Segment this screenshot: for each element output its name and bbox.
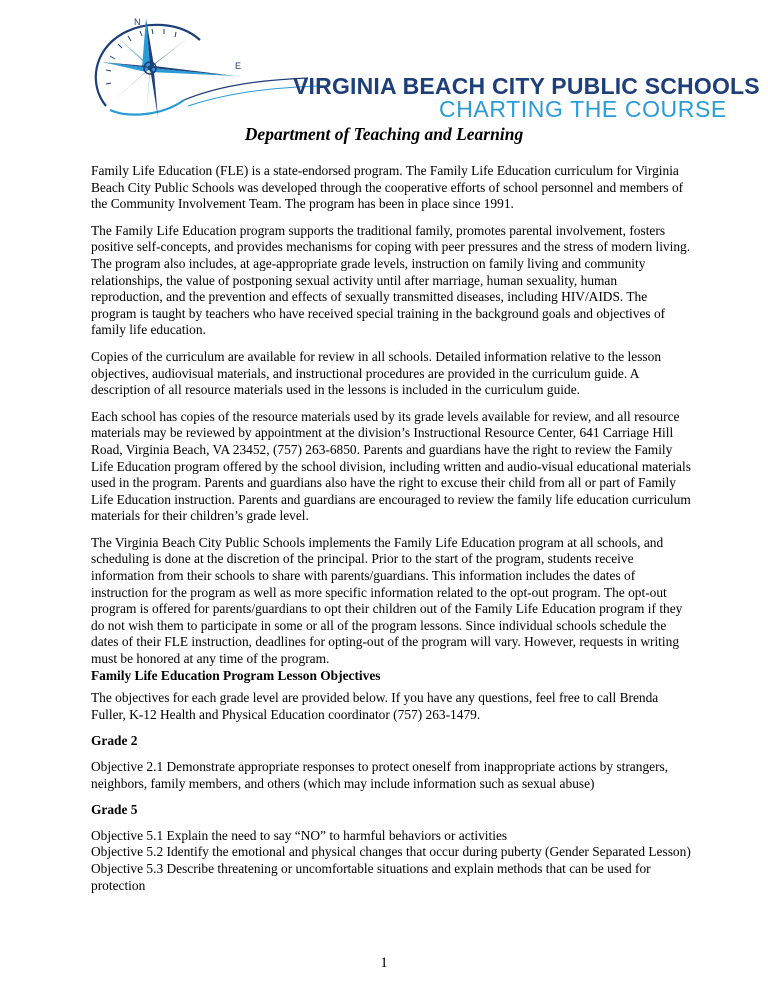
page-number: 1 xyxy=(380,955,388,971)
compass-e-label: E xyxy=(235,61,242,71)
school-logo xyxy=(88,14,760,122)
grade-5-objectives xyxy=(91,828,691,894)
grade-2-heading: Grade 2 xyxy=(91,733,138,749)
grade-2-objective: Objective 2.1 Demonstrate appropriate responses to protect oneself from inappropriate actions by strangers, neighbors, family members, and others (which may include information such as sexual abuse) xyxy=(91,759,669,791)
paragraph-program-support: The Family Life Education program supports the traditional family, promotes parental involvement, fosters positive self-concepts, and provides mechanisms for coping with peer pressures and the stress of modern living. The program also includes, at age-appropriate grade levels, instruction on family living and community relationships, the value of postponing sexual activity until after marriage, human sexuality, human reproduction, and the prevention and effects of sexually transmitted diseases, including HIV/AIDS. The program is taught by teachers who have received special training in the background goals and objectives of family life education. xyxy=(91,222,691,338)
org-name: VIRGINIA BEACH CITY PUBLIC SCHOOLS xyxy=(293,73,760,99)
document-body xyxy=(91,163,691,894)
objectives-heading: Family Life Education Program Lesson Objectives xyxy=(91,667,381,683)
compass-n-label: N xyxy=(134,17,141,27)
paragraph-implementation: The Virginia Beach City Public Schools implements the Family Life Education program at all schools, and scheduling is done at the discretion of the principal. Prior to the start of the program, students receive information from their schools to share with parents/guardians. This information includes the dates of instruction for the program as well as more specific information related to the opt-out program. The opt-out program is offered for parents/guardians to opt their children out of the Family Life Education program if they do not wish them to participate in some or all of the program lessons. Since individual schools schedule the dates of their FLE instruction, deadlines for opting-out of the program will vary. However, requests in writing must be honored at any time of the program. xyxy=(91,534,683,667)
grade-5-objective: Objective 5.2 Identify the emotional and physical changes that occur during puberty (Gender Separated Lesson) xyxy=(91,844,691,860)
paragraph-curriculum-copies: Copies of the curriculum are available for review in all schools. Detailed information relative to the lesson objectives, audiovisual materials, and instructional procedures are provided in the curriculum guide. A description of all resource materials used in the lessons is included in the curriculum guide. xyxy=(91,348,662,398)
org-tagline: CHARTING THE COURSE xyxy=(439,96,727,122)
page-title: Department of Teaching and Learning xyxy=(244,124,524,144)
paragraph-resource-materials: Each school has copies of the resource materials used by its grade levels available for review, and all resource materials may be reviewed by appointment at the division’s Instructional Resource Center, 641 Carriage Hill Road, Virginia Beach, VA 23452, (757) 263-6850. Parents and guardians have the right to review the Family Life Education program offered by the school division, including written and audio-visual educational materials used in the program. Parents and guardians also have the right to excuse their child from all or part of Family Life Education instruction. Parents and guardians are encouraged to review the family life education curriculum materials for their children’s grade level. xyxy=(91,408,691,524)
grade-5-objective: Objective 5.3 Describe threatening or uncomfortable situations and explain methods that can be used for protection xyxy=(91,860,651,893)
grade-5-heading: Grade 5 xyxy=(91,802,138,818)
paragraph-intro: Family Life Education (FLE) is a state-endorsed program. The Family Life Education curriculum for Virginia Beach City Public Schools was developed through the cooperative efforts of school personnel and members of the Community Involvement Team. The program has been in place since 1991. xyxy=(91,163,684,212)
grade-5-objective: Objective 5.1 Explain the need to say “NO” to harmful behaviors or activities xyxy=(91,827,508,843)
objectives-intro: The objectives for each grade level are provided below. If you have any questions, feel free to call Brenda Fuller, K-12 Health and Physical Education coordinator (757) 263-1479. xyxy=(91,690,659,722)
